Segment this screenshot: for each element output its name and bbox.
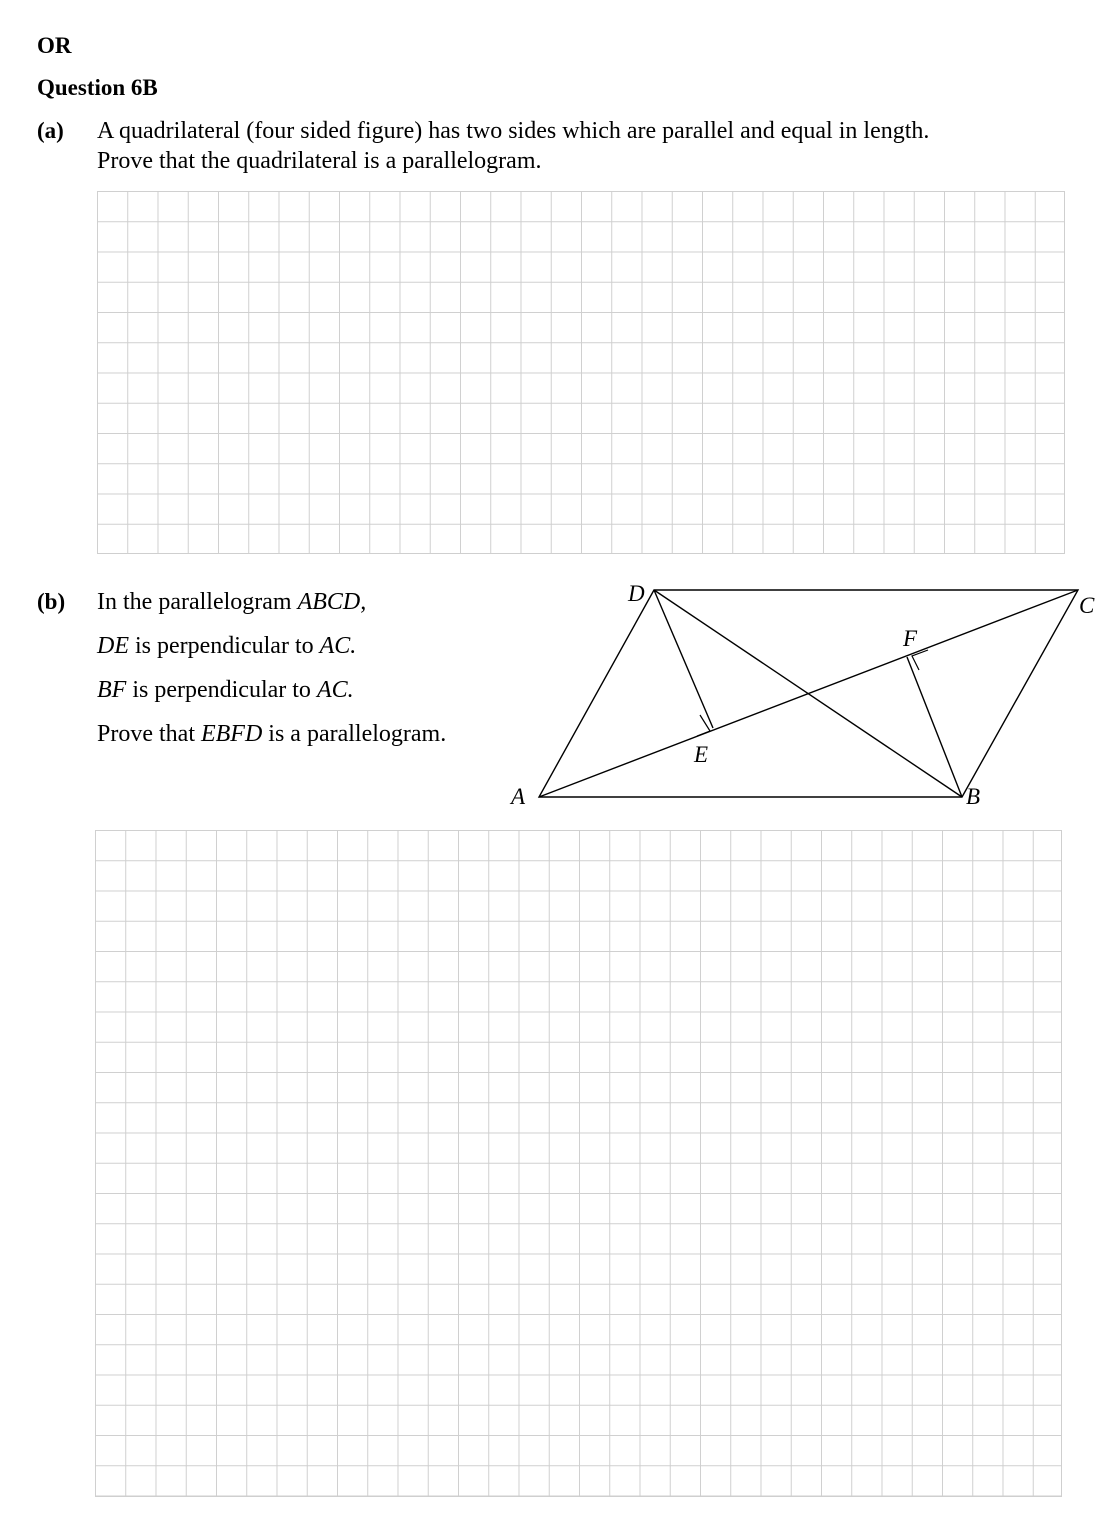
- part-b-line-1: [97, 587, 446, 617]
- segment-bf-line: [907, 657, 962, 797]
- part-b-label: (b): [37, 589, 66, 614]
- part-b-line-4: [97, 719, 446, 749]
- vertex-label-b: B: [966, 784, 981, 809]
- vertex-label-d: D: [628, 581, 645, 606]
- part-a-label: (a): [37, 118, 64, 143]
- part-b-line-4-prefix: Prove that: [97, 721, 201, 747]
- answer-grid-part-b[interactable]: [95, 830, 1062, 1497]
- segment-de-line: [654, 590, 713, 728]
- or-label: OR: [37, 33, 72, 58]
- segment-de: DE: [97, 633, 129, 659]
- answer-grid-part-a[interactable]: [97, 191, 1065, 554]
- vertex-label-a: A: [511, 784, 526, 809]
- part-a-line-2: Prove that the quadrilateral is a parallelogram.: [97, 148, 542, 174]
- segment-bf: BF: [97, 677, 127, 703]
- part-b-line-1-prefix: In the parallelogram: [97, 589, 298, 615]
- part-b-line-3-rest: is perpendicular to: [126, 677, 317, 703]
- segment-ac: AC.: [319, 633, 357, 659]
- question-title: Question 6B: [37, 75, 158, 100]
- parallelogram-diagram: [500, 570, 1110, 815]
- point-label-f: F: [903, 626, 918, 651]
- shape-abcd: ABCD,: [297, 589, 367, 615]
- segment-ac-2: AC.: [316, 677, 354, 703]
- part-b-text: [97, 587, 446, 749]
- part-b-line-2: [97, 631, 446, 661]
- part-b-line-3: [97, 675, 446, 705]
- vertex-label-c: C: [1079, 593, 1095, 618]
- part-b-line-2-rest: is perpendicular to: [129, 633, 320, 659]
- shape-ebfd: EBFD: [200, 721, 263, 747]
- part-a-line-1: A quadrilateral (four sided figure) has two sides which are parallel and equal in length.: [97, 118, 930, 144]
- part-a-text: [97, 116, 929, 176]
- part-b-line-4-suffix: is a parallelogram.: [262, 721, 447, 747]
- point-label-e: E: [694, 742, 709, 767]
